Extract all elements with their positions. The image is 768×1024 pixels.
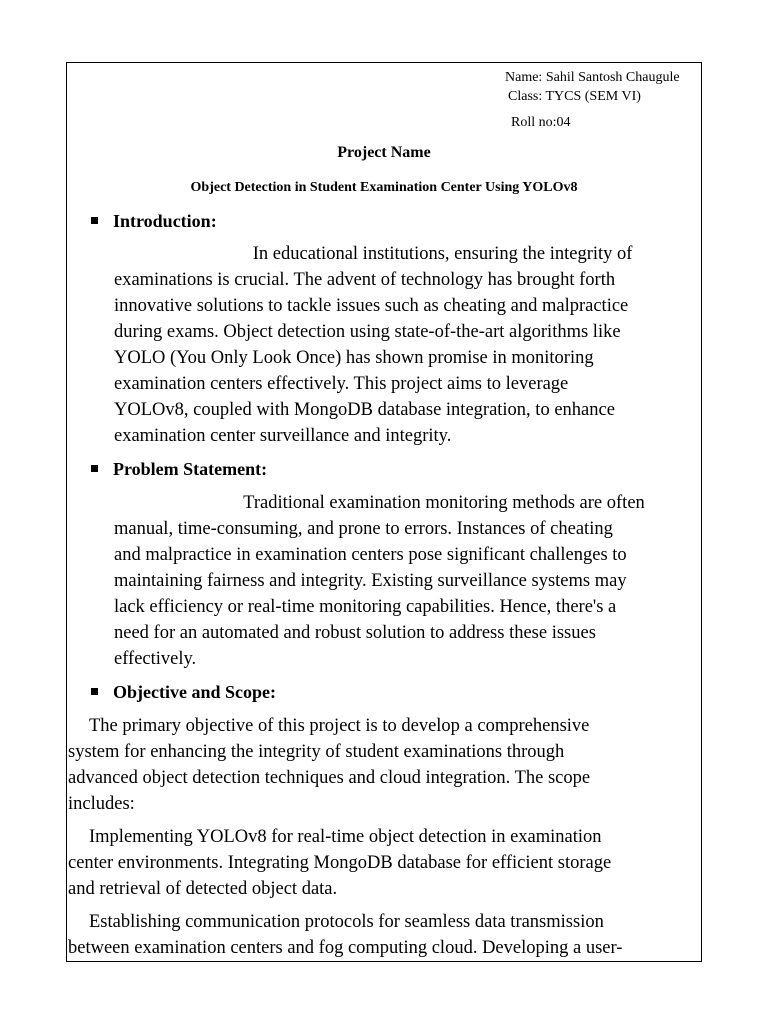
objective-paragraph-1 [68,713,590,817]
text-line: and malpractice in examination centers pose significant challenges to [114,545,627,565]
text-line: In educational institutions, ensuring the integrity of [114,244,633,264]
student-name: Name: Sahil Santosh Chaugule [505,70,680,85]
text-line: The primary objective of this project is to develop a comprehensive [89,716,590,736]
text-line: examinations is crucial. The advent of technology has brought forth [114,270,616,290]
text-line: maintaining fairness and integrity. Existing surveillance systems may [114,571,627,591]
introduction-heading-text: Introduction: [113,211,217,231]
introduction-heading [91,209,217,233]
bullet-square-icon [91,465,98,472]
text-line: YOLOv8, coupled with MongoDB database integration, to enhance [114,400,615,420]
problem-heading-text: Problem Statement: [113,459,268,479]
problem-statement-paragraph [114,490,645,672]
roll-number: Roll no:04 [511,115,571,130]
text-line: includes: [68,794,135,814]
text-line: examination centers effectively. This project aims to leverage [114,374,569,394]
text-line: need for an automated and robust solution to address these issues [114,623,596,643]
text-line: Establishing communication protocols for seamless data transmission [89,912,604,932]
text-line: between examination centers and fog computing cloud. Developing a user- [68,938,623,958]
text-line: manual, time-consuming, and prone to errors. Instances of cheating [114,519,613,539]
problem-statement-heading [91,457,267,481]
text-line: advanced object detection techniques and cloud integration. The scope [68,768,591,788]
text-line: system for enhancing the integrity of student examinations through [68,742,565,762]
bullet-square-icon [91,688,98,695]
objective-paragraph-3 [68,909,622,961]
text-line: examination center surveillance and integrity. [114,426,452,446]
student-class: Class: TYCS (SEM VI) [508,89,641,104]
text-line: lack efficiency or real-time monitoring capabilities. Hence, there's a [114,597,617,617]
document-page [66,62,702,962]
project-title: Object Detection in Student Examination Center Using YOLOv8 [190,180,578,195]
student-info [505,68,680,132]
bullet-square-icon [91,217,98,224]
introduction-paragraph [114,241,632,449]
text-line: effectively. [114,649,197,669]
objective-heading-text: Objective and Scope: [113,682,276,702]
text-line: YOLO (You Only Look Once) has shown promise in monitoring [114,348,594,368]
objective-paragraph-2 [68,824,611,902]
text-line: innovative solutions to tackle issues such as cheating and malpractice [114,296,629,316]
text-line: during exams. Object detection using state-of-the-art algorithms like [114,322,621,342]
text-line: Traditional examination monitoring methods are often [114,493,645,513]
objective-scope-heading [91,680,276,704]
text-line: and retrieval of detected object data. [68,879,338,899]
text-line: center environments. Integrating MongoDB database for efficient storage [68,853,612,873]
text-line: Implementing YOLOv8 for real-time object detection in examination [89,827,602,847]
project-name-heading: Project Name [337,144,431,161]
